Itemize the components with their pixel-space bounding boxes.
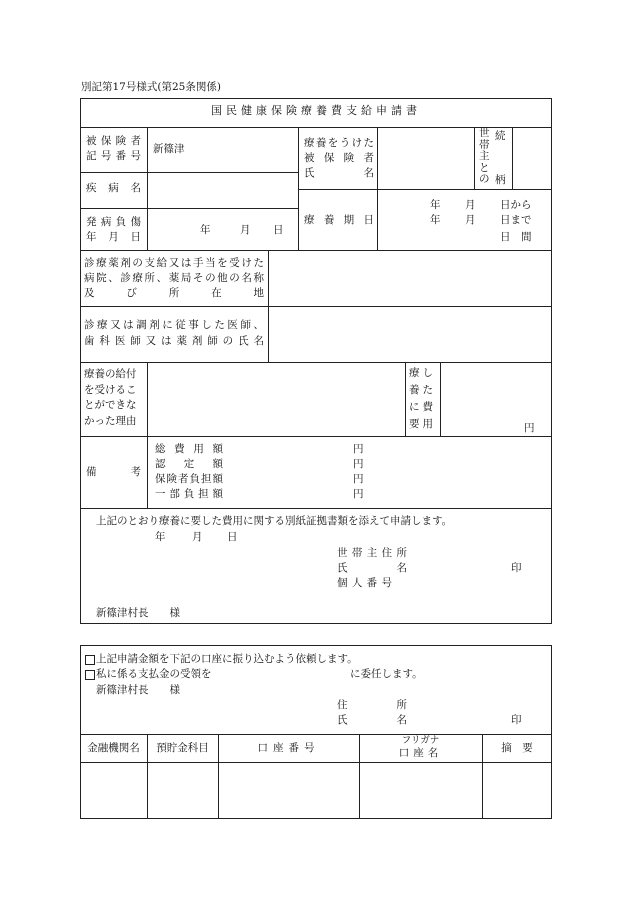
- relationship-field[interactable]: [515, 130, 549, 186]
- onset-label: 発病負傷: [86, 216, 141, 228]
- period-label: 療養期日: [304, 214, 374, 226]
- total-cost-field[interactable]: 円: [353, 443, 364, 455]
- relationship-label: 世 帯 主 と の: [479, 127, 490, 186]
- addressee: 新篠津村長 様: [96, 607, 180, 619]
- deposit-type-header: 預貯金科目: [156, 742, 209, 754]
- approved-amount-label: 認定額: [155, 458, 223, 470]
- account-number-field[interactable]: [221, 765, 357, 817]
- onset-year[interactable]: 年: [200, 224, 211, 236]
- reason-label: 療養の給付 を受けるこ とができな かった理由: [84, 368, 137, 427]
- declaration-year[interactable]: 年: [155, 531, 166, 543]
- approved-amount-field[interactable]: 円: [353, 458, 364, 470]
- declaration-day[interactable]: 日: [227, 531, 238, 543]
- copay-label: 一部負担額: [155, 488, 223, 500]
- delegate-option-text: 私に係る支払金の受領を: [96, 668, 212, 680]
- householder-name-label: 氏名: [337, 562, 407, 574]
- reason-field[interactable]: [150, 365, 402, 433]
- delegate-option-suffix: に委任します。: [350, 668, 423, 680]
- remarks-label: 備 考: [86, 466, 141, 478]
- bank-institution-header: 金融機関名: [87, 742, 140, 754]
- recipient-label: 療養をうけた: [304, 137, 374, 149]
- bank-institution-field[interactable]: [82, 765, 145, 817]
- delegate-name-label: 氏名: [337, 714, 407, 726]
- onset-month[interactable]: 月: [240, 224, 251, 236]
- form-title: 国民健康保険療養費支給申請書: [211, 104, 421, 117]
- insurer-share-label: 保険者負担額: [155, 473, 223, 485]
- copay-field[interactable]: 円: [353, 488, 364, 500]
- insured-number-field[interactable]: 新篠津: [153, 143, 185, 155]
- insured-number-label: 被保険者: [86, 135, 141, 147]
- householder-seal: 印: [511, 562, 522, 574]
- summary-field[interactable]: [485, 765, 550, 817]
- cost-label: 療 し 養 た に 費 要 用: [409, 367, 433, 430]
- deposit-type-field[interactable]: [150, 765, 216, 817]
- transfer-option-text: 上記申請金額を下記の口座に振り込むよう依頼します。: [96, 653, 358, 665]
- period-from[interactable]: 日から: [500, 199, 532, 211]
- declaration-month[interactable]: 月: [192, 531, 203, 543]
- period-to[interactable]: 日まで: [500, 214, 532, 226]
- summary-header: 摘 要: [501, 742, 533, 754]
- doctor-label: 診療又は調剤に従事した医師、: [84, 319, 264, 331]
- transfer-option-checkbox[interactable]: [85, 655, 95, 665]
- total-cost-label: 総費用額: [155, 443, 223, 455]
- account-name-field[interactable]: [362, 765, 480, 817]
- insurer-share-field[interactable]: 円: [353, 473, 364, 485]
- disease-label: 疾病名: [86, 182, 141, 194]
- delegate-address-label: 住所: [337, 699, 407, 711]
- doctor-field[interactable]: [272, 309, 549, 360]
- account-name-header: 口座名: [398, 747, 443, 759]
- individual-number-label: 個人番号: [337, 577, 392, 589]
- period-days[interactable]: 日 間: [500, 231, 532, 243]
- declaration-text: 上記のとおり療養に要した費用に関する別紙証拠書類を添えて申請します。: [96, 515, 453, 527]
- delegate-seal: 印: [511, 714, 522, 726]
- onset-day[interactable]: 日: [273, 224, 284, 236]
- account-number-header: 口座番号: [257, 742, 320, 754]
- form-reference: 別記第17号様式(第25条関係): [81, 81, 221, 93]
- furigana-header: フリガナ: [401, 735, 440, 746]
- householder-address-label: 世帯主住所: [337, 547, 407, 559]
- facility-label: 診療薬剤の支給又は手当を受けた: [84, 257, 264, 269]
- transfer-addressee: 新篠津村長 様: [96, 684, 180, 696]
- disease-field[interactable]: [150, 175, 295, 205]
- cost-field[interactable]: 円: [524, 422, 535, 434]
- recipient-name-field[interactable]: [381, 130, 473, 186]
- delegate-option-checkbox[interactable]: [85, 670, 95, 680]
- facility-field[interactable]: [272, 253, 549, 304]
